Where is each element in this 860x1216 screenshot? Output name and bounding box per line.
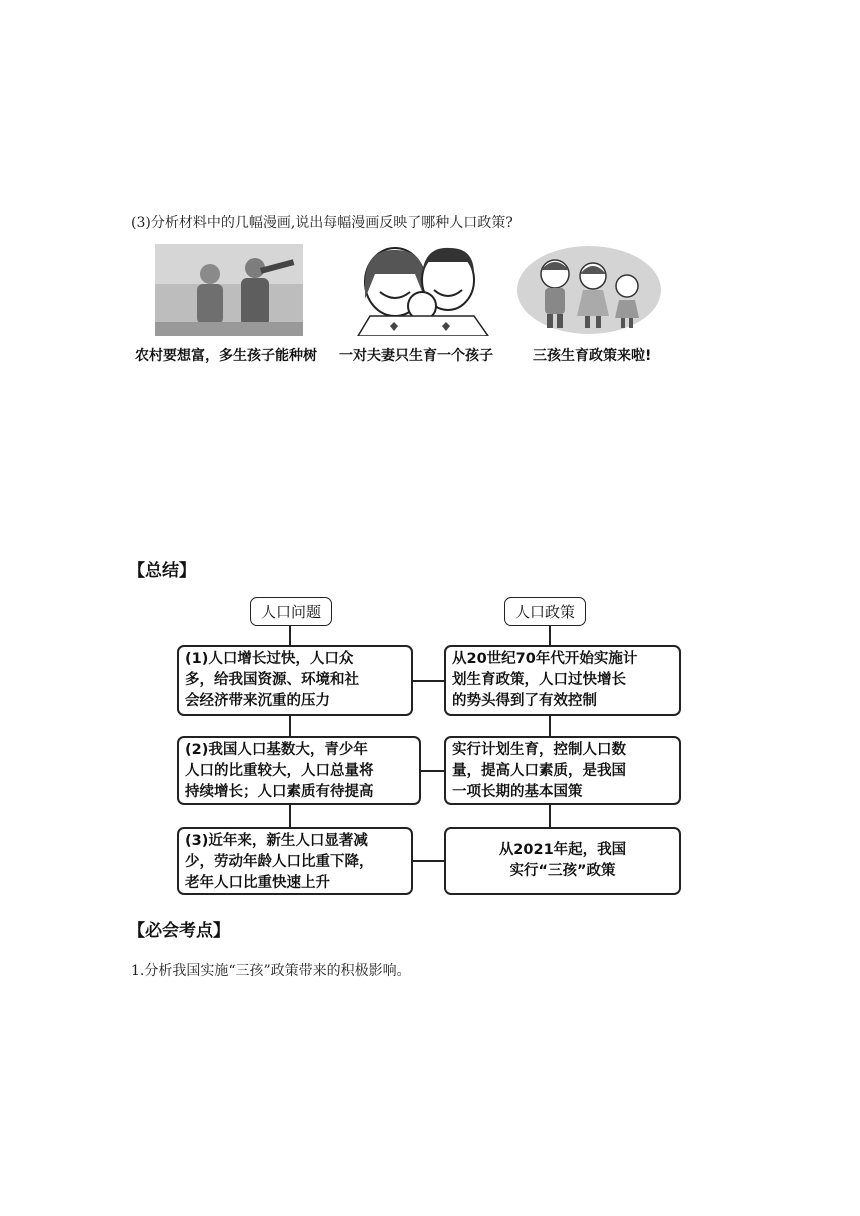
one-child-family-cartoon-image <box>350 244 498 336</box>
question-3: (3)分析材料中的几幅漫画,说出每幅漫画反映了哪种人口政策? <box>131 215 513 231</box>
question-1: 1.分析我国实施“三孩”政策带来的积极影响。 <box>131 963 411 979</box>
three-children-cartoon-image <box>515 244 663 336</box>
connector-line <box>412 680 444 682</box>
connector-line <box>412 860 444 862</box>
population-problems-header: 人口问题 <box>250 597 332 626</box>
problem-box-3: (3)近年来，新生人口显著减 少，劳动年龄人口比重下降， 老年人口比重快速上升 <box>177 827 413 895</box>
connector-line <box>419 770 444 772</box>
policy-box-3: 从2021年起，我国 实行“三孩”政策 <box>444 827 681 895</box>
problem-box-1: (1)人口增长过快，人口众 多，给我国资源、环境和社 会经济带来沉重的压力 <box>177 645 413 716</box>
problem-box-2: (2)我国人口基数大，青少年 人口的比重较大，人口总量将 持续增长；人口素质有待提高 <box>177 736 421 805</box>
policy-box-1: 从20世纪70年代开始实施计 划生育政策，人口过快增长 的势头得到了有效控制 <box>444 645 681 716</box>
farmers-cartoon-image <box>155 244 303 336</box>
connector-line <box>549 716 551 736</box>
cartoon-caption-2: 一对夫妻只生育一个孩子 <box>339 348 493 364</box>
connector-line <box>289 805 291 827</box>
summary-title: 【总结】 <box>128 561 196 581</box>
cartoon-caption-3: 三孩生育政策来啦! <box>533 348 652 364</box>
cartoon-caption-1: 农村要想富，多生孩子能种树 <box>135 348 317 364</box>
key-points-title: 【必会考点】 <box>128 921 230 941</box>
connector-line <box>289 716 291 736</box>
connector-line <box>549 805 551 827</box>
policy-box-2: 实行计划生育，控制人口数 量，提高人口素质，是我国 一项长期的基本国策 <box>444 736 681 805</box>
population-policy-header: 人口政策 <box>504 597 586 626</box>
